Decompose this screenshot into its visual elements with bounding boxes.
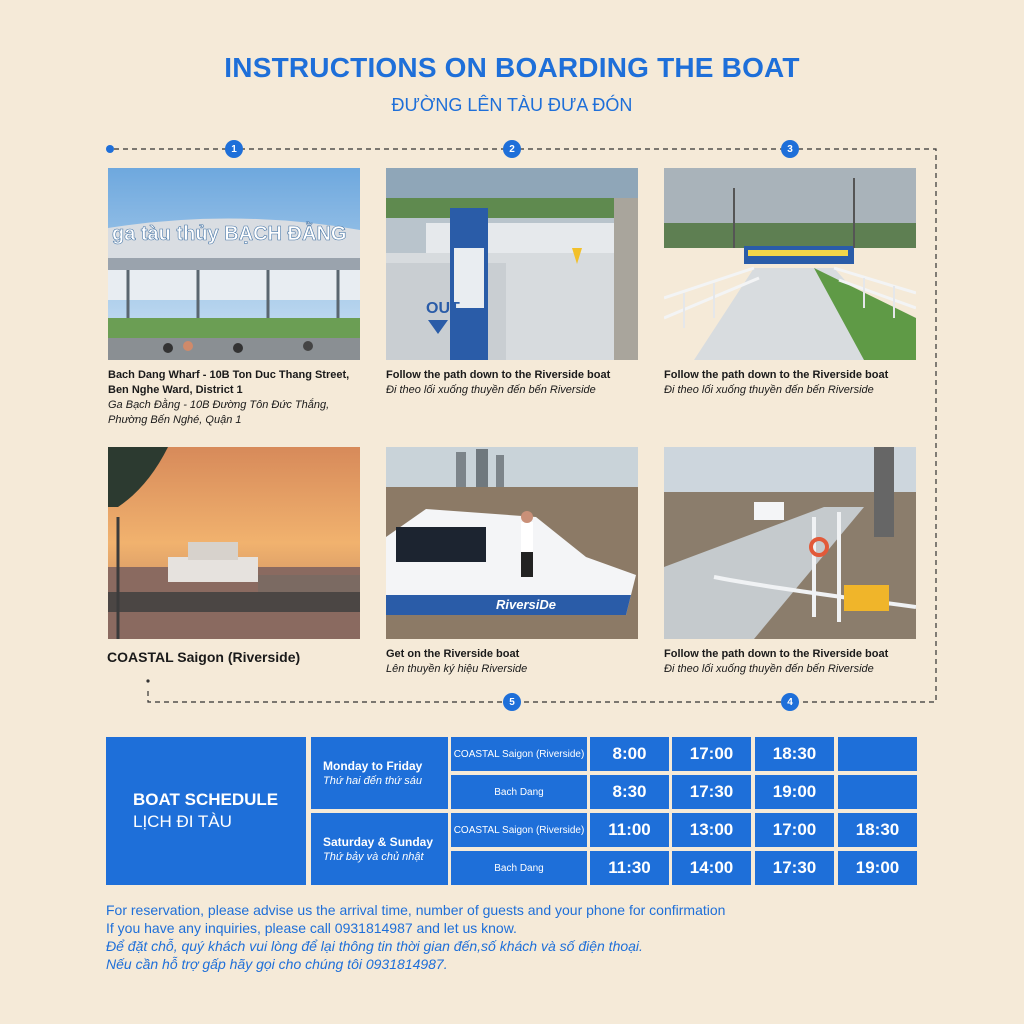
- time-cell: 11:30: [590, 851, 669, 885]
- inquiry-line-en: If you have any inquiries, please call 0931814987 and let us know.: [106, 920, 517, 936]
- photo-ramp-path: [664, 168, 916, 360]
- inquiry-line-vi: Nếu cần hỗ trợ gấp hãy gọi cho chúng tôi 0931814987.: [106, 956, 448, 972]
- time-cell: 8:30: [590, 775, 669, 809]
- schedule-weekend-group: [311, 813, 448, 885]
- time-cell: [838, 737, 917, 771]
- caption-step-5: [386, 647, 648, 677]
- weekday-label-vi: Thứ hai đến thứ sáu: [323, 775, 422, 787]
- caption-step-3: [664, 368, 926, 398]
- caption-step-2-vi: Đi theo lối xuống thuyền đến bến Riverside: [386, 384, 596, 396]
- step-number-4: 4: [781, 693, 799, 711]
- caption-step-2-en: Follow the path down to the Riverside boat: [386, 369, 611, 381]
- time-cell: 18:30: [755, 737, 834, 771]
- svg-text:OUT: OUT: [426, 300, 460, 317]
- caption-step-5-vi: Lên thuyền ký hiệu Riverside: [386, 663, 528, 675]
- caption-step-1-vi: Ga Bạch Đằng - 10B Đường Tôn Đức Thắng, Phường Bến Nghé, Quận 1: [108, 399, 330, 426]
- photo-riverside-boat: [386, 447, 638, 639]
- caption-step-1: [108, 368, 370, 428]
- time-cell: 17:00: [755, 813, 834, 847]
- caption-step-5-en: Get on the Riverside boat: [386, 648, 520, 660]
- time-cell: 17:00: [672, 737, 751, 771]
- boat-schedule-title: [106, 737, 306, 885]
- time-cell: [838, 775, 917, 809]
- caption-step-1-en: Bach Dang Wharf - 10B Ton Duc Thang Street, Ben Nghe Ward, District 1: [108, 369, 350, 396]
- photo-bach-dang-wharf: [108, 168, 360, 360]
- coastal-saigon-label: COASTAL Saigon (Riverside): [107, 649, 301, 665]
- time-cell: 17:30: [672, 775, 751, 809]
- reservation-line-vi: Để đặt chỗ, quý khách vui lòng để lại thông tin thời gian đến,số khách và số điện thoại.: [106, 938, 643, 954]
- caption-step-3-vi: Đi theo lối xuống thuyền đến bến Riverside: [664, 384, 874, 396]
- time-cell: 13:00: [672, 813, 751, 847]
- time-cell: 11:00: [590, 813, 669, 847]
- time-cell: 14:00: [672, 851, 751, 885]
- step-number-5: 5: [503, 693, 521, 711]
- route-cell: Bach Dang: [451, 775, 587, 809]
- reservation-line-en: For reservation, please advise us the arrival time, number of guests and your phone for confirmation: [106, 902, 726, 918]
- step-number-3: 3: [781, 140, 799, 158]
- caption-step-3-en: Follow the path down to the Riverside boat: [664, 369, 889, 381]
- schedule-title-en: BOAT SCHEDULE: [133, 790, 279, 809]
- route-cell: Bach Dang: [451, 851, 587, 885]
- caption-step-4-en: Follow the path down to the Riverside boat: [664, 648, 889, 660]
- photo-coastal-saigon: [108, 447, 360, 639]
- reservation-info: [106, 901, 926, 973]
- caption-step-2: [386, 368, 648, 398]
- page-subtitle: ĐƯỜNG LÊN TÀU ĐƯA ĐÓN: [391, 95, 633, 115]
- time-cell: 17:30: [755, 851, 834, 885]
- svg-text:RiversiDe: RiversiDe: [496, 597, 556, 612]
- weekend-label-en: Saturday & Sunday: [323, 835, 434, 849]
- weekend-label-vi: Thứ bảy và chủ nhật: [323, 851, 424, 863]
- time-cell: 8:00: [590, 737, 669, 771]
- weekday-label-en: Monday to Friday: [323, 759, 423, 773]
- step-number-1: 1: [225, 140, 243, 158]
- schedule-title-vi: LỊCH ĐI TÀU: [133, 812, 232, 831]
- photo-gate-exit: [386, 168, 638, 360]
- step-number-2: 2: [503, 140, 521, 158]
- caption-step-4-vi: Đi theo lối xuống thuyền đến bến Riverside: [664, 663, 874, 675]
- time-cell: 18:30: [838, 813, 917, 847]
- svg-text:ga tàu thủy BẠCH ĐẰNG: ga tàu thủy BẠCH ĐẰNG: [112, 223, 347, 245]
- caption-step-4: [664, 647, 926, 677]
- time-cell: 19:00: [838, 851, 917, 885]
- photo-pier-path: [664, 447, 916, 639]
- route-cell: COASTAL Saigon (Riverside): [451, 813, 587, 847]
- page-title: INSTRUCTIONS ON BOARDING THE BOAT: [224, 52, 800, 83]
- schedule-weekday-group: [311, 737, 448, 809]
- route-cell: COASTAL Saigon (Riverside): [451, 737, 587, 771]
- time-cell: 19:00: [755, 775, 834, 809]
